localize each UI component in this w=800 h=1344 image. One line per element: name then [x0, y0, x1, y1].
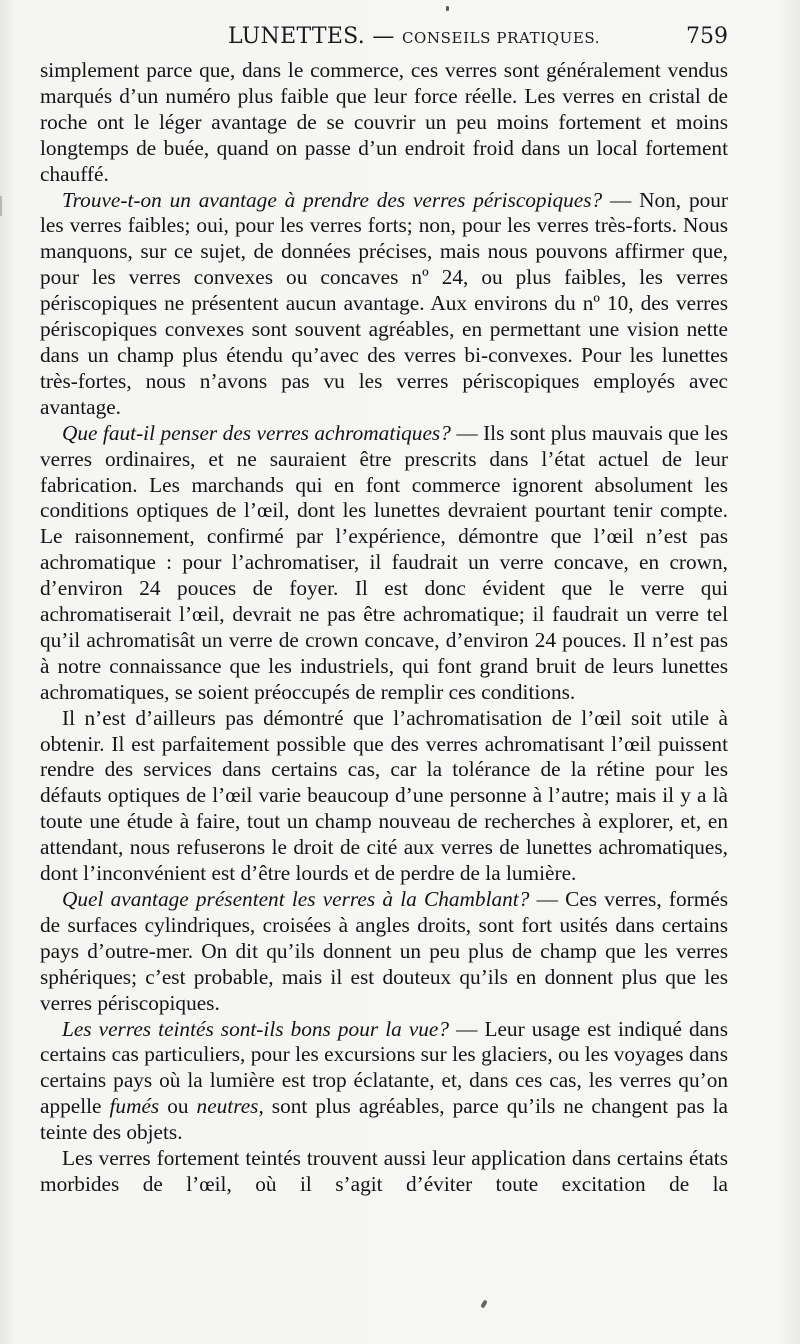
text-run: — Leur usage est indiqué dans certains cas particuliers, pour les excursions sur les glaciers, ou les voyages dans certains pays où la lumière est trop éclatante, et, dans ces cas, les verres qu’on appelle	[40, 1016, 728, 1119]
text-run: Les verres fortement teintés trouvent aussi leur application dans certains états morbides de l’œil, où il s’agit d’éviter toute excitation de la	[40, 1146, 728, 1196]
body-text	[40, 58, 728, 1198]
running-title	[228, 24, 600, 49]
running-title-main: LUNETTES. —	[228, 24, 395, 49]
paragraph	[40, 706, 728, 887]
italic-text: Trouve-t-on un avantage à prendre des verres périscopiques?	[62, 187, 603, 212]
italic-text: Les verres teintés sont-ils bons pour la vue?	[62, 1016, 450, 1041]
ink-smudge-decoration	[480, 1300, 487, 1309]
text-run: Il n’est d’ailleurs pas démontré que l’achromatisation de l’œil soit utile à obtenir. Il est parfaitement possible que des verres achromatisant l’œil puissent rendre des services dans certains cas, car la tolérance de la rétine pour les défauts optiques de l’œil varie beaucoup d’une personne à l’autre; mais il y a là toute une étude à faire, tout un champ nouveau de recherches à explorer, et, en attendant, nous refuserons le droit de cité aux verres de lunettes achromatiques, dont l’inconvénient est d’être lourds et de perdre de la lumière.	[40, 705, 728, 886]
paragraph	[40, 1146, 728, 1198]
paragraph	[40, 1017, 728, 1147]
italic-text: neutres	[196, 1094, 259, 1119]
running-title-sub: CONSEILS PRATIQUES.	[401, 29, 601, 47]
running-header	[40, 20, 728, 54]
ink-dot-decoration	[446, 6, 449, 11]
paragraph	[40, 188, 728, 421]
italic-text: Que faut-il penser des verres achromatiques?	[62, 420, 451, 445]
text-run: , sont plus agréables, parce qu’ils ne changent pas la teinte des objets.	[40, 1094, 728, 1145]
italic-text: Quel avantage présentent les verres à la Chamblant?	[62, 887, 530, 911]
paragraph	[40, 421, 728, 706]
page-number: 759	[686, 24, 728, 49]
paragraph	[40, 887, 728, 1017]
italic-text: fumés	[109, 1094, 160, 1119]
paragraph	[40, 58, 728, 188]
text-run: ou	[159, 1094, 197, 1119]
margin-line-decoration	[0, 196, 2, 216]
text-run: — Non, pour les verres faibles; oui, pour les verres forts; non, pour les verres très-forts. Nous manquons, sur ce sujet, de données précises, mais nous pouvons affirmer que, pour les verres convexes ou concaves nº 24, ou plus faibles, les verres périscopiques ne présentent aucun avantage. Aux environs du nº 10, des verres périscopiques convexes sont souvent agréables, en permettant une vision nette dans un champ plus étendu qu’avec des verres bi-convexes. Pour les lunettes très-fortes, nous n’avons pas vu les verres périscopiques employés avec avantage.	[40, 187, 728, 419]
text-run: — Ces verres, formés de surfaces cylindriques, croisées à angles droits, sont fort usités dans certains pays d’outre-mer. On dit qu’ils donnent un peu plus de champ que les verres sphériques; c’est probable, mais il est douteux qu’ils en donnent plus que les verres périscopiques.	[40, 887, 729, 1015]
text-run: — Ils sont plus mauvais que les verres ordinaires, et ne sauraient être prescrits dans l’état actuel de leur fabrication. Les marchands qui en font commerce ignorent absolument les conditions optiques de l’œil, dont les lunettes devraient pourtant tenir compte. Le raisonnement, confirmé par l’expérience, démontre que l’œil n’est pas achromatique : pour l’achromatiser, il faudrait un verre concave, en crown, d’environ 24 pouces de foyer. Il est donc évident que le verre qui achromatiserait l’œil, devrait ne pas être achromatique; il faudrait un verre tel qu’il achromatisât un verre de crown concave, d’environ 24 pouces. Il n’est pas à notre connaissance que les industriels, qui font grand bruit de leurs lunettes achromatiques, se soient préoccupés de remplir ces conditions.	[40, 420, 729, 704]
text-run: simplement parce que, dans le commerce, ces verres sont généralement vendus marqués d’un numéro plus faible que leur force réelle. Les verres en cristal de roche ont le léger avantage de se couvrir un peu moins fortement et moins longtemps de buée, quand on passe d’un endroit froid dans un local fortement chauffé.	[40, 58, 728, 186]
